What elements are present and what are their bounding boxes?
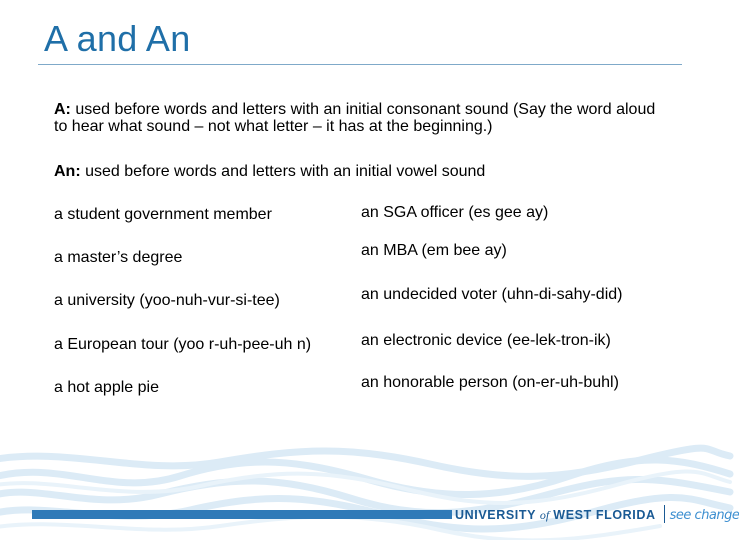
an-example: an electronic device (ee-lek-tron-ik)	[361, 332, 611, 349]
a-example: a European tour (yoo r-uh-pee-uh n)	[54, 336, 312, 353]
logo-of: of	[539, 508, 550, 522]
an-example: an MBA (em bee ay)	[361, 242, 507, 259]
slide-title: A and An	[44, 18, 191, 59]
a-example: a hot apple pie	[54, 379, 159, 396]
an-label: An:	[54, 163, 81, 180]
title-divider	[38, 64, 682, 65]
an-example: an honorable person (on-er-uh-buhl)	[361, 374, 619, 391]
footer-bar	[32, 510, 452, 519]
wave-decoration	[0, 440, 720, 540]
logo-separator	[664, 505, 665, 523]
a-definition-text: used before words and letters with an initial consonant sound (Say the word aloud to hear what sound – not what letter – it has at the beginning.)	[54, 101, 656, 135]
a-label: A:	[54, 101, 71, 118]
logo-state: WEST FLORIDA	[553, 508, 656, 522]
an-definition-text: used before words and letters with an initial vowel sound	[80, 163, 486, 180]
a-example: a university (yoo-nuh-vur-si-tee)	[54, 292, 280, 309]
logo-tagline: see change	[669, 508, 739, 523]
a-example: a student government member	[54, 206, 272, 223]
university-logo	[455, 505, 739, 523]
a-example: a master’s degree	[54, 249, 183, 266]
an-example: an SGA officer (es gee ay)	[361, 204, 549, 221]
an-definition	[54, 163, 664, 180]
logo-university: UNIVERSITY	[455, 508, 536, 522]
a-definition	[54, 101, 664, 135]
an-example: an undecided voter (uhn-di-sahy-did)	[361, 286, 623, 303]
